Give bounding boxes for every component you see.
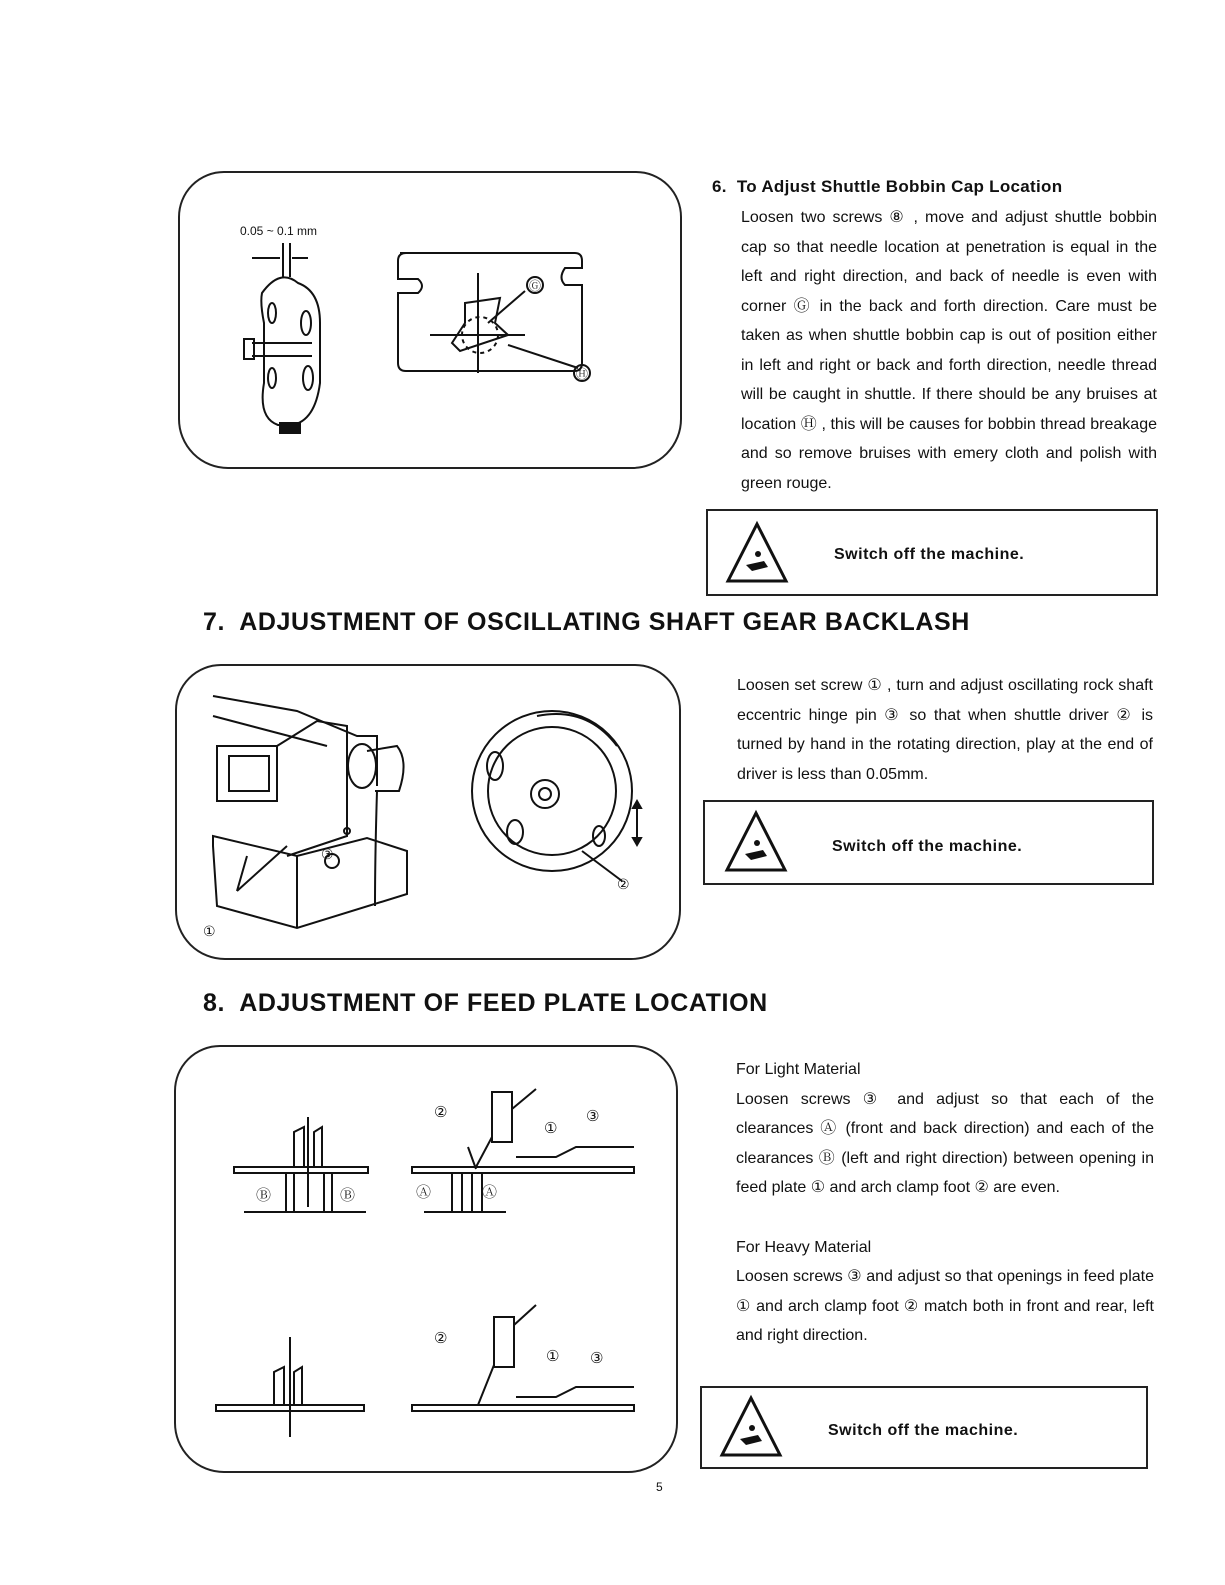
label-clearance-b-right: Ⓑ: [340, 1186, 356, 1204]
light-material-title: For Light Material: [736, 1061, 861, 1078]
hand-hazard-warning-icon: [722, 519, 792, 589]
label-feed-plate-1-bottom: ①: [546, 1347, 560, 1365]
heavy-material-title: For Heavy Material: [736, 1238, 872, 1256]
section6-warning-text: Switch off the machine.: [834, 546, 1025, 563]
heavy-material-body: Loosen screws ③ and adjust so that openings in feed plate ① and arch clamp foot ② match both in front and rear, left and right direction.: [736, 1268, 1154, 1344]
label-location-h: Ⓗ: [576, 367, 589, 381]
label-shuttle-driver-2: ②: [617, 877, 630, 893]
feed-plate-illustration: [176, 1047, 676, 1471]
label-clamp-foot-2-bottom: ②: [434, 1329, 448, 1347]
label-clearance-b-left: Ⓑ: [256, 1186, 272, 1204]
section8-warning-text: Switch off the machine.: [828, 1422, 1019, 1439]
light-material-body: Loosen screws ③ and adjust so that each of the clearances Ⓐ (front and back direction) and each of the clearances Ⓑ (left and right direction) between opening in feed plate ① and arch clamp foot ② are even.: [736, 1090, 1154, 1196]
dimension-label: 0.05 ~ 0.1 mm: [240, 224, 318, 238]
section8-heading: 8. ADJUSTMENT OF FEED PLATE LOCATION: [203, 989, 768, 1017]
label-hinge-pin-3: ③: [321, 847, 334, 863]
section6-heading: 6. To Adjust Shuttle Bobbin Cap Location: [712, 177, 1063, 196]
label-feed-plate-1-top: ①: [544, 1119, 558, 1137]
label-clearance-a-right: Ⓐ: [482, 1183, 498, 1201]
section7-heading: 7. ADJUSTMENT OF OSCILLATING SHAFT GEAR BACKLASH: [203, 608, 970, 636]
oscillating-shaft-illustration: [177, 666, 679, 958]
section8-text-block: [736, 1055, 1154, 1351]
section7-figure-panel: [175, 664, 681, 960]
label-corner-g: Ⓖ: [529, 279, 542, 293]
section6-figure-panel: [178, 171, 682, 469]
label-set-screw-1: ①: [203, 924, 216, 940]
hand-hazard-warning-icon: [721, 808, 791, 878]
label-clamp-foot-2-top: ②: [434, 1103, 448, 1121]
section7-body: Loosen set screw ① , turn and adjust oscillating rock shaft eccentric hinge pin ③ so that when shuttle driver ② is turned by hand in the rotating direction, play at the end of driver is less than 0.05mm.: [737, 677, 1153, 783]
section6-warning-box: [706, 509, 1158, 596]
bobbin-cap-illustration: [180, 173, 680, 467]
section6-body: Loosen two screws ⑧ , move and adjust shuttle bobbin cap so that needle location at penetration is equal in the left and right direction, and back of needle is even with corner Ⓖ in the back and forth direction. Care must be taken as when shuttle bobbin cap is out of position either in left and right or back and forth direction, needle thread will be caught in shuttle. If there should be any bruises at location Ⓗ , this will be causes for bobbin thread breakage and so remove bruises with emery cloth and polish with green rouge.: [741, 209, 1157, 492]
label-clearance-a-left: Ⓐ: [416, 1183, 432, 1201]
section8-warning-box: [700, 1386, 1148, 1469]
page-number: 5: [656, 1480, 663, 1494]
section8-figure-panel: [174, 1045, 678, 1473]
section7-warning-box: [703, 800, 1154, 885]
section7-warning-text: Switch off the machine.: [832, 838, 1023, 855]
hand-hazard-warning-icon: [716, 1393, 786, 1463]
label-screw-3-bottom: ③: [590, 1349, 604, 1367]
label-screw-3-top: ③: [586, 1107, 600, 1125]
